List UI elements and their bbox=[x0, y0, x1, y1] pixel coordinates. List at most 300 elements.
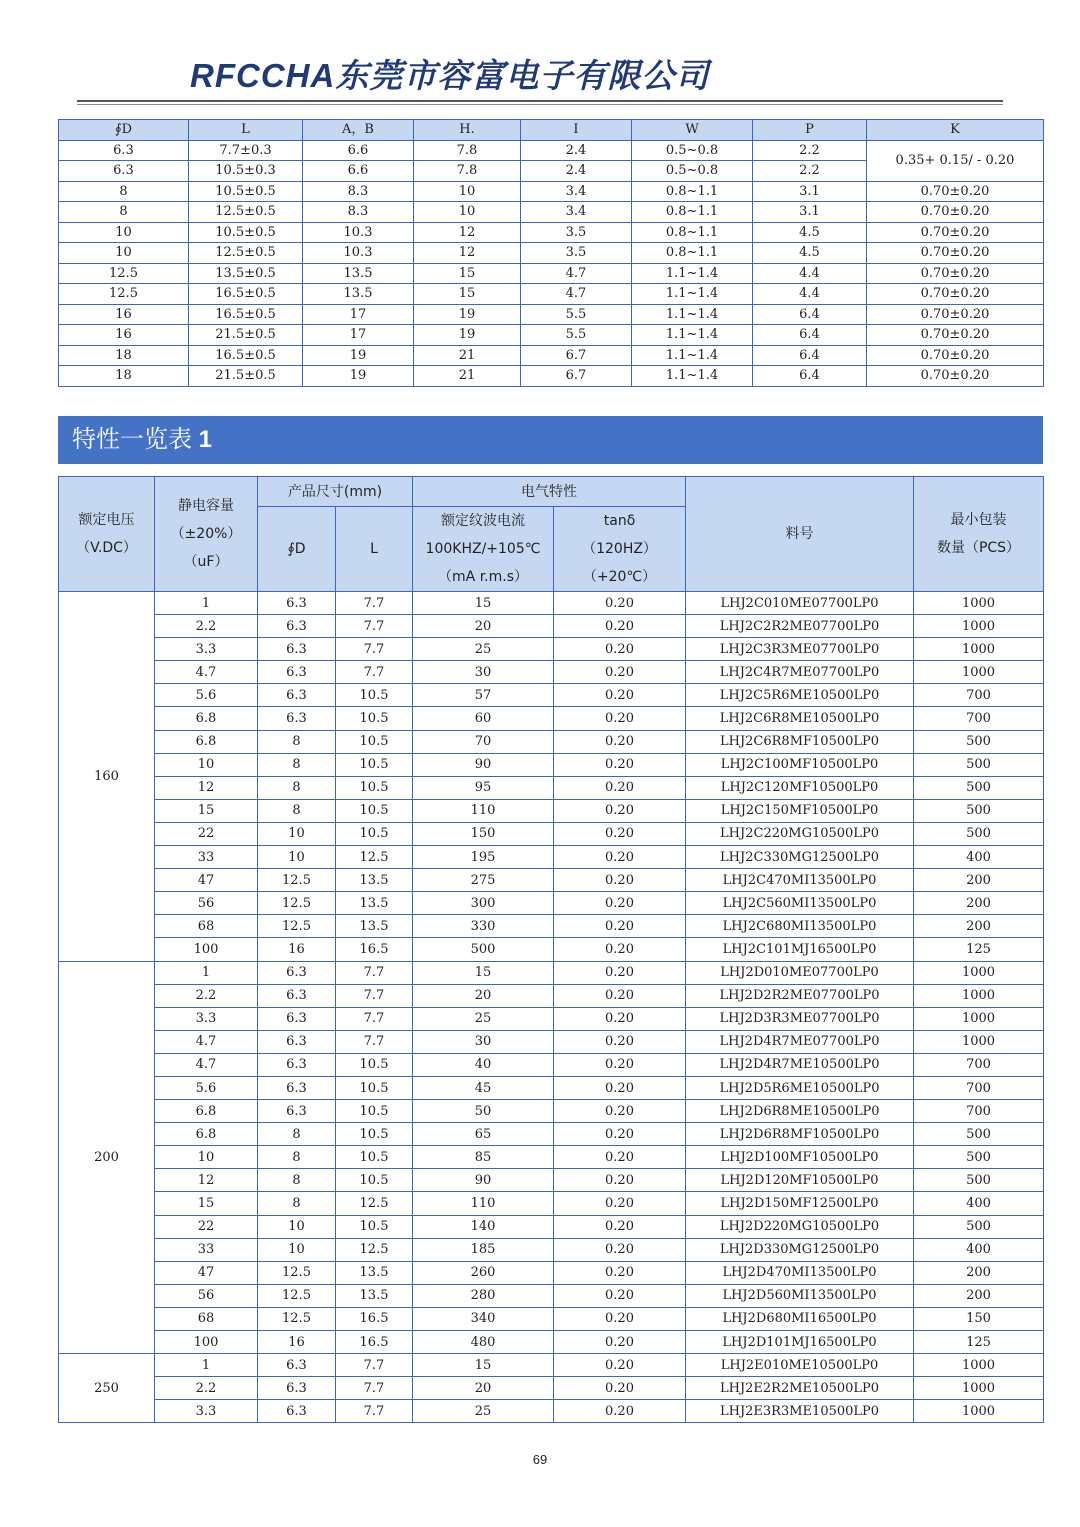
min-pack-cell: 400 bbox=[914, 1238, 1044, 1261]
diameter-cell: 8 bbox=[258, 1169, 336, 1192]
dim-d-cell: 6.3 bbox=[59, 140, 189, 161]
spec-row bbox=[59, 1100, 1044, 1123]
dim-p-cell: 3.1 bbox=[753, 181, 867, 202]
tan-delta-cell: 0.20 bbox=[554, 938, 686, 961]
capacitance-cell: 15 bbox=[155, 799, 258, 822]
tan-delta-cell: 0.20 bbox=[554, 684, 686, 707]
diameter-cell: 6.3 bbox=[258, 1053, 336, 1076]
spec-row bbox=[59, 846, 1044, 869]
tan-delta-cell: 0.20 bbox=[554, 892, 686, 915]
min-pack-cell: 700 bbox=[914, 707, 1044, 730]
ripple-cell: 330 bbox=[413, 915, 554, 938]
part-number-cell: LHJ2D680MI16500LP0 bbox=[686, 1307, 914, 1330]
capacitance-cell: 22 bbox=[155, 822, 258, 845]
dim-header-ab: A，B bbox=[303, 120, 414, 141]
length-cell: 10.5 bbox=[336, 684, 413, 707]
dim-k-cell: 0.70±0.20 bbox=[867, 202, 1044, 223]
dim-d-cell: 8 bbox=[59, 181, 189, 202]
diameter-cell: 12.5 bbox=[258, 1261, 336, 1284]
diameter-cell: 6.3 bbox=[258, 661, 336, 684]
tan-delta-cell: 0.20 bbox=[554, 1146, 686, 1169]
length-cell: 7.7 bbox=[336, 661, 413, 684]
length-cell: 12.5 bbox=[336, 1192, 413, 1215]
header-rule-thin bbox=[77, 104, 1003, 105]
capacitance-cell: 2.2 bbox=[155, 984, 258, 1007]
capacitance-cell: 3.3 bbox=[155, 1007, 258, 1030]
header-min-pack bbox=[914, 477, 1044, 592]
min-pack-cell: 200 bbox=[914, 869, 1044, 892]
diameter-cell: 8 bbox=[258, 1192, 336, 1215]
header-size-group: 产品尺寸(mm) bbox=[258, 477, 413, 507]
header-length: L bbox=[336, 507, 413, 592]
tan-delta-cell: 0.20 bbox=[554, 984, 686, 1007]
tan-delta-cell: 0.20 bbox=[554, 707, 686, 730]
dim-p-cell: 2.2 bbox=[753, 161, 867, 182]
dim-p-cell: 2.2 bbox=[753, 140, 867, 161]
length-cell: 10.5 bbox=[336, 707, 413, 730]
capacitance-cell: 4.7 bbox=[155, 661, 258, 684]
ripple-cell: 45 bbox=[413, 1076, 554, 1099]
capacitance-cell: 68 bbox=[155, 1307, 258, 1330]
tan-delta-cell: 0.20 bbox=[554, 661, 686, 684]
capacitance-cell: 47 bbox=[155, 1261, 258, 1284]
dim-d-cell: 18 bbox=[59, 366, 189, 387]
spec-row bbox=[59, 1146, 1044, 1169]
ripple-cell: 15 bbox=[413, 961, 554, 984]
ripple-cell: 140 bbox=[413, 1215, 554, 1238]
ripple-cell: 85 bbox=[413, 1146, 554, 1169]
dim-header-l: L bbox=[189, 120, 303, 141]
capacitance-cell: 47 bbox=[155, 869, 258, 892]
dim-l-cell: 21.5±0.5 bbox=[189, 366, 303, 387]
min-pack-cell: 500 bbox=[914, 1146, 1044, 1169]
diameter-cell: 6.3 bbox=[258, 961, 336, 984]
tan-delta-cell: 0.20 bbox=[554, 1030, 686, 1053]
dim-i-cell: 3.5 bbox=[521, 222, 632, 243]
tan-delta-cell: 0.20 bbox=[554, 1215, 686, 1238]
dim-w-cell: 0.8~1.1 bbox=[632, 202, 753, 223]
length-cell: 12.5 bbox=[336, 1238, 413, 1261]
spec-row bbox=[59, 1377, 1044, 1400]
min-pack-cell: 500 bbox=[914, 1123, 1044, 1146]
dim-h-cell: 15 bbox=[414, 263, 521, 284]
length-cell: 13.5 bbox=[336, 1261, 413, 1284]
capacitance-cell: 10 bbox=[155, 753, 258, 776]
length-cell: 10.5 bbox=[336, 799, 413, 822]
tan-delta-cell: 0.20 bbox=[554, 869, 686, 892]
dim-l-cell: 16.5±0.5 bbox=[189, 345, 303, 366]
capacitance-cell: 100 bbox=[155, 938, 258, 961]
length-cell: 10.5 bbox=[336, 1076, 413, 1099]
header-min-pack-line2: 数量（PCS） bbox=[936, 540, 1021, 556]
min-pack-cell: 1000 bbox=[914, 615, 1044, 638]
part-number-cell: LHJ2D560MI13500LP0 bbox=[686, 1284, 914, 1307]
header-capacitance-line2: （±20%） bbox=[170, 526, 242, 542]
min-pack-cell: 200 bbox=[914, 892, 1044, 915]
capacitance-cell: 33 bbox=[155, 846, 258, 869]
dim-d-cell: 16 bbox=[59, 325, 189, 346]
header-rated-voltage-line1: 额定电压 bbox=[78, 512, 135, 528]
ripple-cell: 20 bbox=[413, 984, 554, 1007]
header-diameter: ∮D bbox=[258, 507, 336, 592]
tan-delta-cell: 0.20 bbox=[554, 915, 686, 938]
dim-i-cell: 5.5 bbox=[521, 304, 632, 325]
spec-row bbox=[59, 961, 1044, 984]
dim-ab-cell: 8.3 bbox=[303, 181, 414, 202]
min-pack-cell: 200 bbox=[914, 1261, 1044, 1284]
dim-i-cell: 6.7 bbox=[521, 366, 632, 387]
min-pack-cell: 125 bbox=[914, 1331, 1044, 1354]
ripple-cell: 275 bbox=[413, 869, 554, 892]
dimension-row bbox=[59, 243, 1044, 264]
ripple-cell: 60 bbox=[413, 707, 554, 730]
length-cell: 13.5 bbox=[336, 915, 413, 938]
spec-row bbox=[59, 615, 1044, 638]
diameter-cell: 10 bbox=[258, 1215, 336, 1238]
dim-i-cell: 4.7 bbox=[521, 284, 632, 305]
header-tan-delta bbox=[554, 507, 686, 592]
dim-w-cell: 1.1~1.4 bbox=[632, 263, 753, 284]
spec-row bbox=[59, 661, 1044, 684]
dim-k-cell: 0.70±0.20 bbox=[867, 284, 1044, 305]
dim-d-cell: 12.5 bbox=[59, 263, 189, 284]
part-number-cell: LHJ2D330MG12500LP0 bbox=[686, 1238, 914, 1261]
capacitance-cell: 6.8 bbox=[155, 1123, 258, 1146]
part-number-cell: LHJ2D101MJ16500LP0 bbox=[686, 1331, 914, 1354]
dim-h-cell: 7.8 bbox=[414, 140, 521, 161]
dim-ab-cell: 6.6 bbox=[303, 161, 414, 182]
diameter-cell: 12.5 bbox=[258, 892, 336, 915]
dim-w-cell: 1.1~1.4 bbox=[632, 366, 753, 387]
tan-delta-cell: 0.20 bbox=[554, 753, 686, 776]
dim-p-cell: 4.5 bbox=[753, 243, 867, 264]
min-pack-cell: 400 bbox=[914, 846, 1044, 869]
tan-delta-cell: 0.20 bbox=[554, 846, 686, 869]
dim-header-k: K bbox=[867, 120, 1044, 141]
diameter-cell: 10 bbox=[258, 822, 336, 845]
ripple-cell: 95 bbox=[413, 776, 554, 799]
header-rule bbox=[77, 100, 1003, 102]
dim-h-cell: 7.8 bbox=[414, 161, 521, 182]
spec-row bbox=[59, 1284, 1044, 1307]
part-number-cell: LHJ2D3R3ME07700LP0 bbox=[686, 1007, 914, 1030]
dim-w-cell: 0.8~1.1 bbox=[632, 243, 753, 264]
dim-ab-cell: 19 bbox=[303, 366, 414, 387]
length-cell: 7.7 bbox=[336, 1400, 413, 1423]
diameter-cell: 8 bbox=[258, 730, 336, 753]
spec-row bbox=[59, 1123, 1044, 1146]
part-number-cell: LHJ2C2R2ME07700LP0 bbox=[686, 615, 914, 638]
header-capacitance bbox=[155, 477, 258, 592]
capacitance-cell: 56 bbox=[155, 1284, 258, 1307]
part-number-cell: LHJ2D5R6ME10500LP0 bbox=[686, 1076, 914, 1099]
dim-h-cell: 19 bbox=[414, 325, 521, 346]
min-pack-cell: 1000 bbox=[914, 661, 1044, 684]
part-number-cell: LHJ2C4R7ME07700LP0 bbox=[686, 661, 914, 684]
tan-delta-cell: 0.20 bbox=[554, 822, 686, 845]
ripple-cell: 30 bbox=[413, 1030, 554, 1053]
dimension-row bbox=[59, 284, 1044, 305]
ripple-cell: 260 bbox=[413, 1261, 554, 1284]
diameter-cell: 6.3 bbox=[258, 1400, 336, 1423]
dim-p-cell: 3.1 bbox=[753, 202, 867, 223]
dim-header-d: ∮D bbox=[59, 120, 189, 141]
length-cell: 7.7 bbox=[336, 961, 413, 984]
header-tan-line3: （+20℃） bbox=[582, 569, 657, 585]
capacitance-cell: 3.3 bbox=[155, 1400, 258, 1423]
diameter-cell: 6.3 bbox=[258, 592, 336, 615]
header-capacitance-line1: 静电容量 bbox=[178, 498, 234, 514]
part-number-cell: LHJ2D220MG10500LP0 bbox=[686, 1215, 914, 1238]
spec-row bbox=[59, 753, 1044, 776]
dim-l-cell: 21.5±0.5 bbox=[189, 325, 303, 346]
min-pack-cell: 500 bbox=[914, 1169, 1044, 1192]
tan-delta-cell: 0.20 bbox=[554, 1100, 686, 1123]
dim-h-cell: 19 bbox=[414, 304, 521, 325]
diameter-cell: 12.5 bbox=[258, 915, 336, 938]
min-pack-cell: 700 bbox=[914, 1053, 1044, 1076]
diameter-cell: 10 bbox=[258, 846, 336, 869]
dim-w-cell: 1.1~1.4 bbox=[632, 304, 753, 325]
min-pack-cell: 500 bbox=[914, 776, 1044, 799]
dim-p-cell: 6.4 bbox=[753, 304, 867, 325]
spec-row bbox=[59, 1053, 1044, 1076]
tan-delta-cell: 0.20 bbox=[554, 1331, 686, 1354]
header-tan-line1: tanδ bbox=[603, 513, 636, 529]
part-number-cell: LHJ2D4R7ME10500LP0 bbox=[686, 1053, 914, 1076]
dim-d-cell: 16 bbox=[59, 304, 189, 325]
tan-delta-cell: 0.20 bbox=[554, 615, 686, 638]
min-pack-cell: 1000 bbox=[914, 1030, 1044, 1053]
min-pack-cell: 1000 bbox=[914, 1400, 1044, 1423]
ripple-cell: 110 bbox=[413, 1192, 554, 1215]
spec-row bbox=[59, 1400, 1044, 1423]
dim-p-cell: 4.5 bbox=[753, 222, 867, 243]
header-capacitance-line3: （uF） bbox=[183, 554, 229, 570]
spec-row bbox=[59, 1331, 1044, 1354]
dim-l-cell: 16.5±0.5 bbox=[189, 304, 303, 325]
length-cell: 16.5 bbox=[336, 1331, 413, 1354]
capacitance-cell: 33 bbox=[155, 1238, 258, 1261]
spec-row bbox=[59, 638, 1044, 661]
length-cell: 16.5 bbox=[336, 1307, 413, 1330]
dim-i-cell: 3.4 bbox=[521, 181, 632, 202]
dim-d-cell: 6.3 bbox=[59, 161, 189, 182]
dim-l-cell: 16.5±0.5 bbox=[189, 284, 303, 305]
tan-delta-cell: 0.20 bbox=[554, 730, 686, 753]
rated-voltage-cell: 160 bbox=[59, 592, 155, 962]
part-number-cell: LHJ2D120MF10500LP0 bbox=[686, 1169, 914, 1192]
page-number: 69 bbox=[532, 1452, 548, 1467]
part-number-cell: LHJ2D100MF10500LP0 bbox=[686, 1146, 914, 1169]
dim-w-cell: 0.5~0.8 bbox=[632, 140, 753, 161]
diameter-cell: 6.3 bbox=[258, 1354, 336, 1377]
ripple-cell: 185 bbox=[413, 1238, 554, 1261]
dim-h-cell: 12 bbox=[414, 243, 521, 264]
spec-table bbox=[58, 476, 1044, 1423]
dim-i-cell: 6.7 bbox=[521, 345, 632, 366]
tan-delta-cell: 0.20 bbox=[554, 592, 686, 615]
tan-delta-cell: 0.20 bbox=[554, 1192, 686, 1215]
min-pack-cell: 150 bbox=[914, 1307, 1044, 1330]
dim-w-cell: 0.8~1.1 bbox=[632, 222, 753, 243]
diameter-cell: 6.3 bbox=[258, 1100, 336, 1123]
spec-row bbox=[59, 822, 1044, 845]
tan-delta-cell: 0.20 bbox=[554, 1123, 686, 1146]
dim-ab-cell: 8.3 bbox=[303, 202, 414, 223]
diameter-cell: 6.3 bbox=[258, 984, 336, 1007]
diameter-cell: 8 bbox=[258, 753, 336, 776]
length-cell: 10.5 bbox=[336, 1053, 413, 1076]
diameter-cell: 8 bbox=[258, 1123, 336, 1146]
section-number: 1 bbox=[198, 426, 213, 453]
min-pack-cell: 500 bbox=[914, 730, 1044, 753]
capacitance-cell: 3.3 bbox=[155, 638, 258, 661]
spec-table-body bbox=[59, 592, 1044, 1423]
part-number-cell: LHJ2C5R6ME10500LP0 bbox=[686, 684, 914, 707]
ripple-cell: 340 bbox=[413, 1307, 554, 1330]
dim-p-cell: 6.4 bbox=[753, 345, 867, 366]
part-number-cell: LHJ2E3R3ME10500LP0 bbox=[686, 1400, 914, 1423]
dim-d-cell: 10 bbox=[59, 243, 189, 264]
capacitance-cell: 10 bbox=[155, 1146, 258, 1169]
dim-w-cell: 1.1~1.4 bbox=[632, 345, 753, 366]
part-number-cell: LHJ2C010ME07700LP0 bbox=[686, 592, 914, 615]
ripple-cell: 20 bbox=[413, 615, 554, 638]
dimension-row bbox=[59, 222, 1044, 243]
dim-h-cell: 12 bbox=[414, 222, 521, 243]
ripple-cell: 30 bbox=[413, 661, 554, 684]
dim-w-cell: 0.8~1.1 bbox=[632, 181, 753, 202]
part-number-cell: LHJ2D2R2ME07700LP0 bbox=[686, 984, 914, 1007]
part-number-cell: LHJ2E2R2ME10500LP0 bbox=[686, 1377, 914, 1400]
spec-row bbox=[59, 707, 1044, 730]
header-min-pack-line1: 最小包装 bbox=[950, 512, 1007, 528]
dim-l-cell: 10.5±0.5 bbox=[189, 181, 303, 202]
capacitance-cell: 4.7 bbox=[155, 1030, 258, 1053]
length-cell: 7.7 bbox=[336, 638, 413, 661]
dim-l-cell: 12.5±0.5 bbox=[189, 202, 303, 223]
diameter-cell: 12.5 bbox=[258, 1284, 336, 1307]
diameter-cell: 6.3 bbox=[258, 1076, 336, 1099]
dim-l-cell: 13.5±0.5 bbox=[189, 263, 303, 284]
length-cell: 7.7 bbox=[336, 1007, 413, 1030]
tan-delta-cell: 0.20 bbox=[554, 799, 686, 822]
dim-i-cell: 3.5 bbox=[521, 243, 632, 264]
dim-ab-cell: 13.5 bbox=[303, 263, 414, 284]
length-cell: 12.5 bbox=[336, 846, 413, 869]
dim-p-cell: 6.4 bbox=[753, 325, 867, 346]
diameter-cell: 8 bbox=[258, 776, 336, 799]
section-heading bbox=[58, 416, 1043, 464]
length-cell: 7.7 bbox=[336, 1354, 413, 1377]
dimension-header-row bbox=[59, 120, 1044, 141]
part-number-cell: LHJ2C100MF10500LP0 bbox=[686, 753, 914, 776]
spec-row bbox=[59, 869, 1044, 892]
ripple-cell: 65 bbox=[413, 1123, 554, 1146]
spec-row bbox=[59, 799, 1044, 822]
dim-k-cell: 0.70±0.20 bbox=[867, 366, 1044, 387]
dim-w-cell: 1.1~1.4 bbox=[632, 325, 753, 346]
dim-d-cell: 8 bbox=[59, 202, 189, 223]
diameter-cell: 6.3 bbox=[258, 684, 336, 707]
dim-ab-cell: 17 bbox=[303, 325, 414, 346]
tan-delta-cell: 0.20 bbox=[554, 1354, 686, 1377]
diameter-cell: 6.3 bbox=[258, 707, 336, 730]
capacitance-cell: 1 bbox=[155, 961, 258, 984]
capacitance-cell: 1 bbox=[155, 592, 258, 615]
dim-ab-cell: 17 bbox=[303, 304, 414, 325]
tan-delta-cell: 0.20 bbox=[554, 1053, 686, 1076]
dim-l-cell: 12.5±0.5 bbox=[189, 243, 303, 264]
part-number-cell: LHJ2C6R8ME10500LP0 bbox=[686, 707, 914, 730]
header-ripple-line1: 额定纹波电流 bbox=[441, 513, 526, 529]
part-number-cell: LHJ2C6R8MF10500LP0 bbox=[686, 730, 914, 753]
capacitance-cell: 100 bbox=[155, 1331, 258, 1354]
capacitance-cell: 12 bbox=[155, 776, 258, 799]
ripple-cell: 150 bbox=[413, 822, 554, 845]
dim-d-cell: 10 bbox=[59, 222, 189, 243]
length-cell: 10.5 bbox=[336, 1100, 413, 1123]
dim-k-merged-cell: 0.35+ 0.15/ - 0.20 bbox=[867, 140, 1044, 181]
min-pack-cell: 1000 bbox=[914, 1377, 1044, 1400]
part-number-cell: LHJ2D150MF12500LP0 bbox=[686, 1192, 914, 1215]
tan-delta-cell: 0.20 bbox=[554, 1307, 686, 1330]
tan-delta-cell: 0.20 bbox=[554, 1169, 686, 1192]
tan-delta-cell: 0.20 bbox=[554, 1238, 686, 1261]
dim-h-cell: 15 bbox=[414, 284, 521, 305]
brand-title: RFCCHA东莞市容富电子有限公司 bbox=[190, 57, 710, 94]
dim-d-cell: 18 bbox=[59, 345, 189, 366]
dim-header-h: H. bbox=[414, 120, 521, 141]
min-pack-cell: 700 bbox=[914, 1076, 1044, 1099]
min-pack-cell: 500 bbox=[914, 799, 1044, 822]
capacitance-cell: 2.2 bbox=[155, 1377, 258, 1400]
part-number-cell: LHJ2C330MG12500LP0 bbox=[686, 846, 914, 869]
spec-row bbox=[59, 938, 1044, 961]
tan-delta-cell: 0.20 bbox=[554, 1377, 686, 1400]
length-cell: 7.7 bbox=[336, 615, 413, 638]
part-number-cell: LHJ2C3R3ME07700LP0 bbox=[686, 638, 914, 661]
capacitance-cell: 4.7 bbox=[155, 1053, 258, 1076]
spec-row bbox=[59, 1030, 1044, 1053]
ripple-cell: 195 bbox=[413, 846, 554, 869]
dim-ab-cell: 13.5 bbox=[303, 284, 414, 305]
tan-delta-cell: 0.20 bbox=[554, 1284, 686, 1307]
capacitance-cell: 5.6 bbox=[155, 684, 258, 707]
diameter-cell: 6.3 bbox=[258, 1007, 336, 1030]
ripple-cell: 25 bbox=[413, 638, 554, 661]
capacitance-cell: 6.8 bbox=[155, 707, 258, 730]
tan-delta-cell: 0.20 bbox=[554, 638, 686, 661]
tan-delta-cell: 0.20 bbox=[554, 1007, 686, 1030]
min-pack-cell: 500 bbox=[914, 753, 1044, 776]
dim-d-cell: 12.5 bbox=[59, 284, 189, 305]
min-pack-cell: 200 bbox=[914, 1284, 1044, 1307]
length-cell: 10.5 bbox=[336, 1146, 413, 1169]
rated-voltage-cell: 200 bbox=[59, 961, 155, 1354]
min-pack-cell: 400 bbox=[914, 1192, 1044, 1215]
min-pack-cell: 1000 bbox=[914, 638, 1044, 661]
spec-row bbox=[59, 1215, 1044, 1238]
dim-w-cell: 1.1~1.4 bbox=[632, 284, 753, 305]
min-pack-cell: 1000 bbox=[914, 1007, 1044, 1030]
ripple-cell: 480 bbox=[413, 1331, 554, 1354]
spec-row bbox=[59, 1307, 1044, 1330]
min-pack-cell: 1000 bbox=[914, 592, 1044, 615]
part-number-cell: LHJ2C680MI13500LP0 bbox=[686, 915, 914, 938]
tan-delta-cell: 0.20 bbox=[554, 1076, 686, 1099]
